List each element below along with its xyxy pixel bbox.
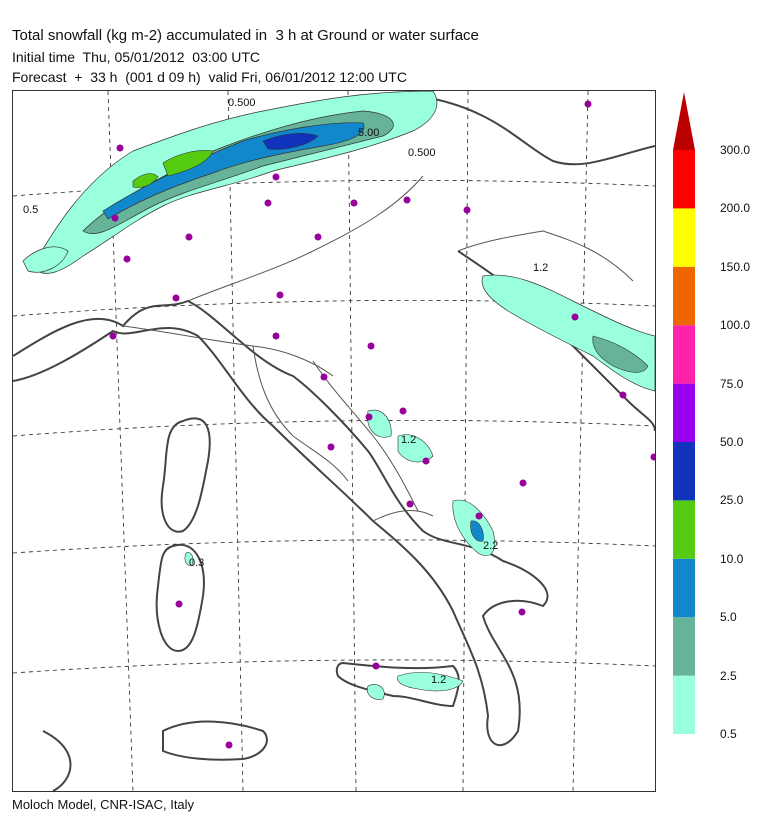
legend-label: 200.0 — [720, 201, 751, 216]
city-marker — [315, 234, 322, 241]
city-marker — [265, 200, 272, 207]
contour-label: 0.500 — [408, 147, 436, 159]
city-marker — [328, 444, 335, 451]
city-marker — [519, 609, 526, 616]
legend-swatch — [673, 150, 695, 208]
snowfall-south — [185, 275, 655, 699]
city-marker — [373, 663, 380, 670]
city-marker — [273, 174, 280, 181]
contour-label: 0.500 — [228, 97, 256, 109]
region-boundaries — [123, 176, 633, 521]
legend-swatch — [673, 559, 695, 617]
legend-swatch — [673, 384, 695, 442]
city-marker — [186, 234, 193, 241]
legend-label: 50.0 — [720, 435, 744, 449]
legend-label: 300.0 — [720, 143, 751, 157]
city-marker — [112, 215, 119, 222]
city-marker — [407, 501, 414, 508]
legend-label: 150.0 — [720, 259, 751, 274]
city-marker — [423, 458, 430, 465]
city-marker — [464, 207, 471, 214]
city-marker — [351, 200, 358, 207]
city-marker — [226, 742, 233, 749]
contour-label: 2.2 — [483, 540, 499, 552]
legend-swatch — [673, 325, 695, 383]
contour-label: 1.2 — [401, 434, 417, 446]
legend-swatch — [673, 208, 695, 266]
model-credit: Moloch Model, CNR-ISAC, Italy — [12, 797, 195, 812]
legend-swatch — [673, 676, 695, 734]
city-marker — [273, 333, 280, 340]
city-marker — [404, 197, 411, 204]
city-marker — [277, 292, 284, 299]
city-marker — [520, 480, 527, 487]
snowfall-alps — [23, 91, 437, 273]
city-marker — [585, 101, 592, 108]
map-title: Total snowfall (kg m-2) accumulated in 3 h at Ground or water surface — [12, 27, 479, 44]
legend-swatch — [673, 267, 695, 325]
contour-label: 1.2 — [431, 674, 447, 686]
legend-swatch — [673, 617, 695, 675]
initial-time-label: Initial time Thu, 05/01/2012 03:00 UTC — [12, 49, 260, 65]
city-marker — [400, 408, 407, 415]
legend-label: 25.0 — [720, 493, 744, 508]
legend-swatch — [673, 500, 695, 558]
city-marker — [176, 601, 183, 608]
contour-label: 0.3 — [189, 557, 205, 569]
contour-label: 0.5 — [23, 204, 39, 216]
snowfall-map — [13, 91, 655, 791]
city-marker — [321, 374, 328, 381]
map-panel — [12, 90, 656, 792]
legend-label: 75.0 — [720, 376, 744, 391]
legend-label: 2.5 — [720, 668, 737, 683]
forecast-time-label: Forecast + 33 h (001 d 09 h) valid Fri, 06/01/2012 12:00 UTC — [12, 69, 407, 85]
legend-label: 0.5 — [720, 727, 737, 741]
legend-label: 5.0 — [720, 610, 737, 625]
city-marker — [110, 333, 117, 340]
city-marker — [651, 454, 656, 461]
contour-label: 1.2 — [533, 262, 549, 274]
city-marker — [124, 256, 131, 263]
legend-label: 10.0 — [720, 551, 744, 566]
legend-swatch-top — [673, 92, 695, 150]
contour-label: 5.00 — [358, 127, 380, 139]
city-marker — [572, 314, 579, 321]
city-marker — [620, 392, 627, 399]
color-legend-bar — [673, 88, 695, 738]
city-marker — [368, 343, 375, 350]
city-marker — [366, 414, 373, 421]
city-marker — [173, 295, 180, 302]
legend-label: 100.0 — [720, 318, 751, 333]
city-marker — [476, 513, 483, 520]
legend-swatch — [673, 442, 695, 500]
city-marker — [117, 145, 124, 152]
